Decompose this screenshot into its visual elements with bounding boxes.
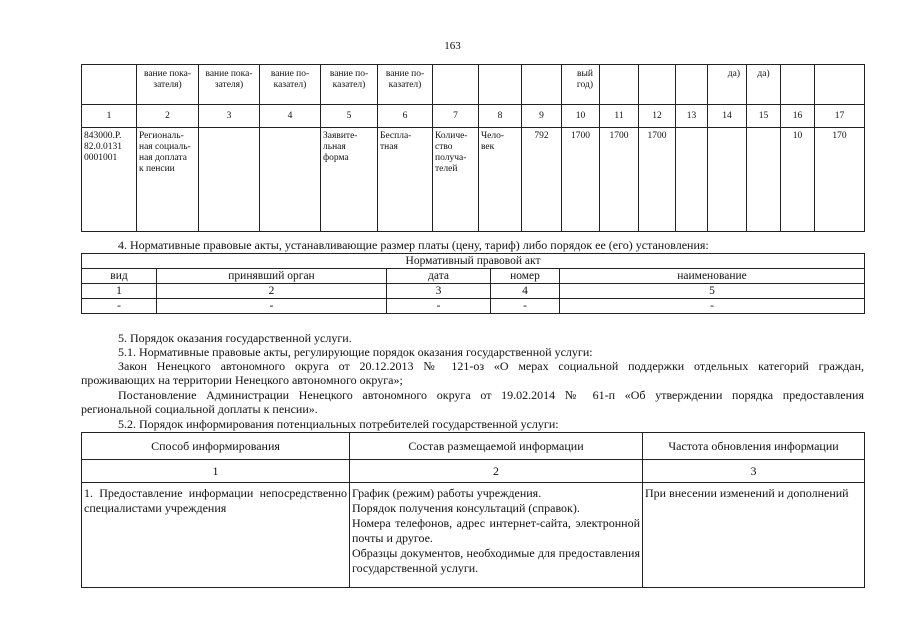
header-cell: вание по- казател) [378,65,433,105]
deviation-percent-cell: 10 [781,128,815,232]
column-number: 7 [433,105,479,128]
column-header: наименование [560,269,865,284]
column-number: 12 [639,105,676,128]
page-number: 163 [444,40,461,52]
column-header: Способ информирования [82,433,350,460]
header-cell [639,65,676,105]
value-cell: 1700 [639,128,676,232]
header-cell: да) [708,65,747,105]
column-header: Состав размещаемой информации [350,433,643,460]
code-cell: 792 [522,128,562,232]
column-number: 5 [321,105,378,128]
data-cell: - [157,299,387,314]
payment-type-cell: Беспла- тная [378,128,433,232]
group-header: Нормативный правовой акт [82,254,865,269]
indicator-table [81,64,865,232]
header-cell: вание по- казател) [260,65,321,105]
unit-cell: Чело- век [479,128,522,232]
column-number: 1 [82,460,350,483]
data-cell: - [491,299,560,314]
content-item: График (режим) работы учреждения. [352,486,542,500]
indicator-data-row [82,128,865,232]
law1-line1: Закон Ненецкого автономного округа от 20.12.2013 № 121-оз «О мерах социальной поддержки отдельных категорий граждан, [118,359,864,373]
data-cell [199,128,260,232]
content-item: Образцы документов, необходимые для предоставления государственной услуги. [352,546,640,575]
column-number: 15 [747,105,781,128]
informing-number-row [82,460,865,483]
indicator-number-row [82,105,865,128]
column-number: 11 [600,105,639,128]
law2-line1: Постановление Администрации Ненецкого автономного округа от 19.02.2014 № 61-п «Об утверждении порядка предоставления [118,388,864,402]
section5-2-title: 5.2. Порядок информирования потенциальных потребителей государственной услуги: [118,417,559,431]
legal-acts-group-row [82,254,865,269]
registry-code-cell: 843000.Р. 82.0.0131 0001001 [82,128,137,232]
data-cell [708,128,747,232]
column-number: 5 [560,284,865,299]
content-item: Номера телефонов, адрес интернет-сайта, электронной почты и другое. [352,516,640,545]
column-number: 3 [643,460,865,483]
column-number: 2 [137,105,199,128]
service-name-cell: Региональ- ная социаль- ная доплата к пенсии [137,128,199,232]
column-number: 3 [387,284,491,299]
column-number: 6 [378,105,433,128]
informing-content-cell [350,483,643,588]
informing-frequency-cell: При внесении изменений и дополнений [643,483,865,588]
informing-table [81,432,865,588]
form-cell: Заявите- льная форма [321,128,378,232]
column-header: принявший орган [157,269,387,284]
law2-line2: региональной социальной доплаты к пенсии». [81,402,318,416]
informing-method-cell: 1. Предоставление информации непосредственно специалистами учреждения [82,483,350,588]
header-cell: вание пока- зателя) [199,65,260,105]
column-number: 4 [260,105,321,128]
value-cell: 1700 [600,128,639,232]
column-header: вид [82,269,157,284]
header-cell [82,65,137,105]
data-cell [747,128,781,232]
indicator-header-row [82,65,865,105]
law1-line2: проживающих на территории Ненецкого автономного округа»; [81,373,403,387]
column-number: 3 [199,105,260,128]
header-cell [433,65,479,105]
column-number: 9 [522,105,562,128]
header-cell [522,65,562,105]
column-number: 10 [562,105,600,128]
header-cell: вый год) [562,65,600,105]
header-cell [781,65,815,105]
column-number: 1 [82,284,157,299]
column-header: номер [491,269,560,284]
column-number: 2 [157,284,387,299]
section5-1-title: 5.1. Нормативные правовые акты, регулирующие порядок оказания государственной услуги: [118,345,593,359]
data-cell [260,128,321,232]
column-number: 17 [815,105,865,128]
header-cell [676,65,708,105]
header-cell: вание по- казател) [321,65,378,105]
legal-acts-header-row [82,269,865,284]
value-cell: 1700 [562,128,600,232]
column-number: 2 [350,460,643,483]
column-number: 16 [781,105,815,128]
content-item: Порядок получения консультаций (справок). [352,501,580,515]
section4-title: 4. Нормативные правовые акты, устанавливающие размер платы (цену, тариф) либо порядок ее (его) установления: [118,238,709,252]
column-number: 1 [82,105,137,128]
header-cell [600,65,639,105]
legal-acts-number-row [82,284,865,299]
header-cell: вание пока- зателя) [137,65,199,105]
indicator-name-cell: Количе- ство получа- телей [433,128,479,232]
data-cell: - [560,299,865,314]
column-number: 13 [676,105,708,128]
legal-acts-table [81,253,865,314]
column-header: дата [387,269,491,284]
data-cell [676,128,708,232]
column-header: Частота обновления информации [643,433,865,460]
section5-title: 5. Порядок оказания государственной услуги. [118,331,352,345]
column-number: 4 [491,284,560,299]
column-number: 14 [708,105,747,128]
deviation-absolute-cell: 170 [815,128,865,232]
header-cell [479,65,522,105]
header-cell [815,65,865,105]
informing-data-row [82,483,865,588]
legal-acts-data-row [82,299,865,314]
data-cell: - [387,299,491,314]
informing-header-row [82,433,865,460]
column-number: 8 [479,105,522,128]
header-cell: да) [747,65,781,105]
data-cell: - [82,299,157,314]
